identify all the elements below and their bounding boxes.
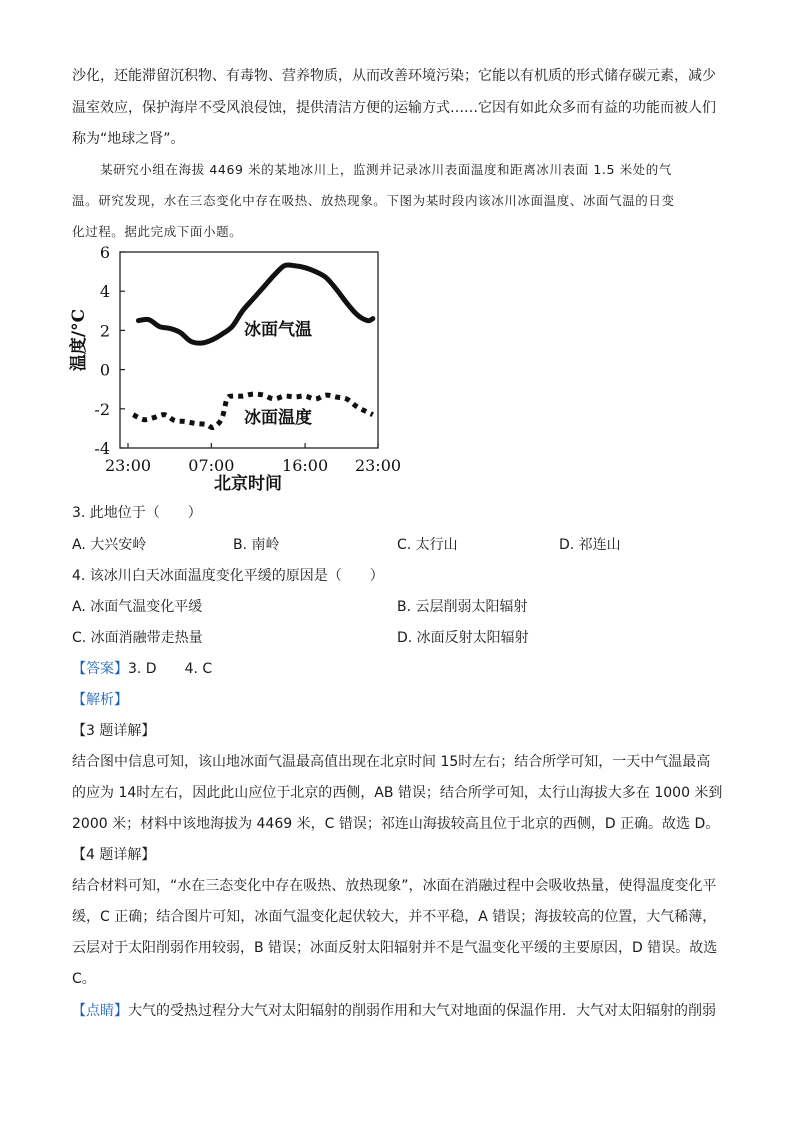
y-axis-label: 温度/°C: [69, 308, 89, 372]
q3-stem: 3. 此地位于（ ）: [72, 505, 202, 521]
q3-option-b[interactable]: B. 南岭: [233, 537, 280, 553]
answer-text: 3. D 4. C: [128, 661, 213, 677]
material-line-1: 某研究小组在海拔 4469 米的某地冰川上，监测并记录冰川表面温度和距离冰川表面 1.5 米处的气: [100, 162, 672, 177]
x-tick-label: 16:00: [282, 456, 329, 475]
q4-option-d[interactable]: D. 冰面反射太阳辐射: [397, 630, 529, 646]
series-label-air-temperature: 冰面气温: [244, 320, 312, 340]
y-tick-label: 0: [99, 360, 110, 380]
detail3-line-1: 结合图中信息可知，该山地冰面气温最高值出现在北京时间 15时左右；结合所学可知，一天中气温最高: [72, 754, 711, 770]
tip-tag: 【点睛】: [72, 1003, 128, 1019]
y-tick-label: -4: [94, 439, 110, 458]
material-line-3: 化过程。据此完成下面小题。: [72, 224, 243, 239]
tip-text: 大气的受热过程分大气对太阳辐射的削弱作用和大气对地面的保温作用．大气对太阳辐射的削弱: [128, 1003, 716, 1019]
detail3-line-3: 2000 米；材料中该地海拔为 4469 米，C 错误；祁连山海拔较高且位于北京的西侧，D 正确。故选 D。: [72, 816, 720, 832]
answer-tag: 【答案】: [72, 661, 128, 677]
detail3-line-2: 的应为 14时左右，因此此山应位于北京的西侧，AB 错误；结合所学可知，太行山海拔大多在 1000 米到: [72, 785, 723, 801]
q4-stem: 4. 该冰川白天冰面温度变化平缓的原因是（ ）: [72, 568, 384, 584]
detail4-line-2: 缓，C 正确；结合图片可知，冰面气温变化起伏较大，并不平稳，A 错误；海拔较高的位置，大气稀薄，: [72, 909, 717, 925]
series-label-ice-temperature: 冰面温度: [244, 408, 312, 428]
x-axis-label: 北京时间: [214, 474, 282, 494]
intro-line-2: 温室效应，保护海岸不受风浪侵蚀，提供清洁方便的运输方式……它因有如此众多而有益的功能而被人们: [72, 100, 716, 116]
y-tick-label: 2: [99, 321, 110, 341]
q4-option-a[interactable]: A. 冰面气温变化平缓: [72, 599, 203, 615]
detail4-tag: 【4 题详解】: [72, 847, 156, 863]
detail4-line-4: C。: [72, 971, 96, 987]
q3-option-c[interactable]: C. 太行山: [397, 537, 458, 553]
answer-line: [72, 659, 212, 679]
x-tick-label: 23:00: [104, 456, 152, 475]
detail3-tag: 【3 题详解】: [72, 723, 156, 739]
y-tick-label: -2: [94, 399, 110, 419]
temperature-chart: [62, 240, 402, 500]
q4-option-b[interactable]: B. 云层削弱太阳辐射: [397, 599, 528, 615]
q4-option-c[interactable]: C. 冰面消融带走热量: [72, 630, 203, 646]
detail4-line-3: 云层对于太阳削弱作用较弱，B 错误；冰面反射太阳辐射并不是气温变化平缓的主要原因，D 错误。故选: [72, 940, 718, 956]
tip-line: [72, 1001, 716, 1021]
q3-option-d[interactable]: D. 祁连山: [559, 537, 621, 553]
intro-line-1: 沙化，还能滞留沉积物、有毒物、营养物质，从而改善环境污染；它能以有机质的形式储存碳元素，减少: [72, 68, 716, 84]
intro-line-3: 称为“地球之肾”。: [72, 131, 185, 147]
x-tick-label: 23:00: [354, 456, 402, 475]
q3-option-a[interactable]: A. 大兴安岭: [72, 537, 147, 553]
x-tick-label: 07:00: [188, 456, 235, 475]
analysis-tag: 【解析】: [72, 692, 128, 708]
y-tick-label: 6: [99, 243, 110, 262]
detail4-line-1: 结合材料可知，“水在三态变化中存在吸热、放热现象”，冰面在消融过程中会吸收热量，使得温度变化平: [72, 878, 717, 894]
y-tick-label: 4: [99, 282, 110, 302]
material-line-2: 温。研究发现，水在三态变化中存在吸热、放热现象。下图为某时段内该冰川冰面温度、冰面气温的日变: [72, 193, 675, 208]
